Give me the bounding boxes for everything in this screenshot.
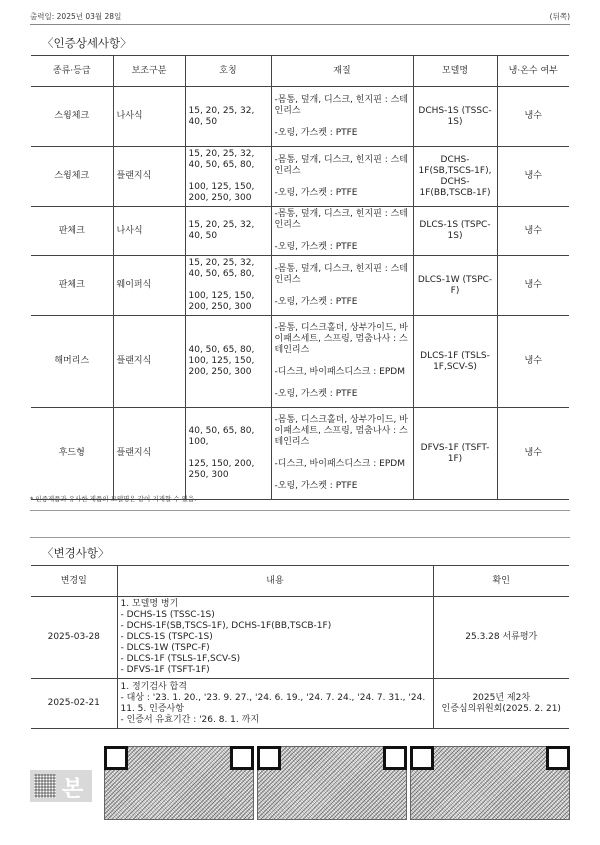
cell-sub: 나사식 <box>113 87 185 147</box>
content-line: - DLCS-1S (TSPC-1S) <box>120 632 213 642</box>
cell-material <box>271 408 413 500</box>
size-line: 15, 20, 25, 32, 40, 50, 65, 80, <box>188 149 255 170</box>
cell-type: 후드형 <box>31 408 113 500</box>
change-table <box>31 565 569 729</box>
cell-material <box>271 207 413 256</box>
cell-size: 15, 20, 25, 32, 40, 50 <box>185 87 271 147</box>
content-line: 1. 정기검사 합격 <box>120 681 187 692</box>
material-line: -디스크, 바이패스디스크 : EPDM <box>274 367 405 377</box>
cell-water: 냉수 <box>497 316 569 408</box>
cell-material <box>271 87 413 147</box>
col-header-water: 냉·온수 여부 <box>497 56 569 87</box>
table-row <box>31 679 569 729</box>
detail-table-header <box>31 56 569 87</box>
cell-water: 냉수 <box>497 147 569 207</box>
material-line: -몸통, 디스크홀더, 상부가이드, 바이패스세트, 스프링, 멈춤나사 : 스테인리스 <box>274 415 408 447</box>
cell-size: 40, 50, 65, 80, 100, 125, 150, 200, 250, 300 <box>185 316 271 408</box>
material-line: -디스크, 바이패스디스크 : EPDM <box>274 459 405 469</box>
table-row <box>31 256 569 316</box>
print-date: 출력일: 2025년 03월 28일 <box>30 12 122 21</box>
table-row <box>31 207 569 256</box>
cell-date: 2025-03-28 <box>31 597 117 679</box>
material-line: -오링, 가스켓 : PTFE <box>274 481 358 491</box>
material-line: -몸통, 덮개, 디스크, 힌지핀 : 스테인리스 <box>274 94 408 116</box>
material-line: -오링, 가스켓 : PTFE <box>274 242 358 252</box>
size-line: 15, 20, 25, 32, 40, 50, 65, 80, <box>188 258 255 279</box>
material-line: -오링, 가스켓 : PTFE <box>274 127 358 138</box>
content-line: 1. 모델명 병기 <box>120 599 179 609</box>
cell-type: 해머리스 <box>31 316 113 408</box>
content-line: - DFVS-1F (TSFT-1F) <box>120 665 210 675</box>
cell-sub: 웨이퍼식 <box>113 256 185 316</box>
table-row <box>31 597 569 679</box>
cell-material <box>271 147 413 207</box>
table-row <box>31 316 569 408</box>
seal-pattern <box>34 774 56 798</box>
size-line: 100, 125, 150, 200, 250, 300 <box>188 291 255 312</box>
qr-finder-icon <box>230 746 254 770</box>
confirm-line: 인증심의위원회(2025. 2. 21) <box>441 703 561 714</box>
cell-water: 냉수 <box>497 408 569 500</box>
cell-model: DLCS-1S (TSPC-1S) <box>413 207 497 256</box>
cell-size: 15, 20, 25, 32, 40, 50 <box>185 207 271 256</box>
page-side-label: (뒤쪽) <box>549 12 570 21</box>
material-line: -몸통, 디스크홀더, 상부가이드, 바이패스세트, 스프링, 멈춤나사 : 스테인리스 <box>274 323 408 355</box>
cell-water: 냉수 <box>497 87 569 147</box>
size-line: 125, 150, 200, 250, 300 <box>188 459 255 480</box>
col-header-size: 호칭 <box>185 56 271 87</box>
cell-sub: 플랜지식 <box>113 408 185 500</box>
col-header-confirm: 확인 <box>433 566 569 597</box>
cell-model: DCHS-1F(SB,TSCS-1F), DCHS-1F(BB,TSCB-1F) <box>413 147 497 207</box>
content-line: - DLCS-1W (TSPC-F) <box>120 643 210 653</box>
col-header-material: 재질 <box>271 56 413 87</box>
col-header-type: 종류·등급 <box>31 56 113 87</box>
qr-finder-icon <box>257 746 281 770</box>
cell-material <box>271 256 413 316</box>
size-line: 40, 50, 65, 80, 100, <box>188 426 255 447</box>
content-line: - 인증서 유효기간 : '26. 8. 1. 까지 <box>120 714 260 725</box>
col-header-content: 내용 <box>117 566 433 597</box>
section-divider <box>30 537 570 538</box>
col-header-date: 변경일 <box>31 566 117 597</box>
confirm-line: 2025년 제2차 <box>472 692 531 703</box>
note-divider <box>30 510 570 511</box>
cell-size <box>185 408 271 500</box>
cell-type: 스윙체크 <box>31 147 113 207</box>
seal-character: 본 <box>62 777 84 802</box>
col-header-model: 모델명 <box>413 56 497 87</box>
size-line: 100, 125, 150, 200, 250, 300 <box>188 182 255 203</box>
cell-model: DCHS-1S (TSSC-1S) <box>413 87 497 147</box>
cell-content <box>117 597 433 679</box>
cell-water: 냉수 <box>497 256 569 316</box>
change-table-header <box>31 566 569 597</box>
material-line: -오링, 가스켓 : PTFE <box>274 389 358 399</box>
security-code-box <box>104 746 254 820</box>
detail-section-title: 〈인증상세사항〉 <box>42 36 132 50</box>
cell-model: DFVS-1F (TSFT-1F) <box>413 408 497 500</box>
material-line: -몸통, 덮개, 디스크, 힌지핀 : 스테인리스 <box>274 154 408 176</box>
material-line: -오링, 가스켓 : PTFE <box>274 187 358 198</box>
qr-finder-icon <box>546 746 570 770</box>
content-line: - DCHS-1S (TSSC-1S) <box>120 610 215 620</box>
security-code-box <box>257 746 407 820</box>
cell-model: DLCS-1F (TSLS-1F,SCV-S) <box>413 316 497 408</box>
table-row <box>31 147 569 207</box>
cell-water: 냉수 <box>497 207 569 256</box>
footnote: * 인증제품과 유사한 제품의 모델명은 같이 기재할 수 있음. <box>30 495 197 503</box>
table-row <box>31 408 569 500</box>
cell-type: 판체크 <box>31 256 113 316</box>
cell-size <box>185 256 271 316</box>
cell-confirm <box>433 679 569 729</box>
original-seal <box>30 770 92 802</box>
change-section-title: 〈변경사항〉 <box>42 546 110 560</box>
cell-confirm: 25.3.28 서류평가 <box>433 597 569 679</box>
content-line: - DCHS-1F(SB,TSCS-1F), DCHS-1F(BB,TSCB-1F) <box>120 621 332 631</box>
cell-sub: 플랜지식 <box>113 147 185 207</box>
cell-sub: 플랜지식 <box>113 316 185 408</box>
content-line: - 대상 : '23. 1. 20., '23. 9. 27., '24. 6. 19., '24. 7. 24., '24. 7. 31., '24. 11. 5. 인증사항 <box>120 692 426 714</box>
cell-size <box>185 147 271 207</box>
cell-type: 판체크 <box>31 207 113 256</box>
material-line: -몸통, 덮개, 디스크, 힌지핀 : 스테인리스 <box>274 209 408 230</box>
material-line: -몸통, 덮개, 디스크, 힌지핀 : 스테인리스 <box>274 263 408 285</box>
security-code-box <box>410 746 570 820</box>
qr-finder-icon <box>104 746 128 770</box>
cell-model: DLCS-1W (TSPC-F) <box>413 256 497 316</box>
cell-content <box>117 679 433 729</box>
detail-table <box>31 55 569 500</box>
cell-date: 2025-02-21 <box>31 679 117 729</box>
content-line: - DLCS-1F (TSLS-1F,SCV-S) <box>120 654 241 664</box>
cell-material <box>271 316 413 408</box>
header-divider <box>30 24 570 25</box>
cell-sub: 나사식 <box>113 207 185 256</box>
cell-type: 스윙체크 <box>31 87 113 147</box>
qr-finder-icon <box>383 746 407 770</box>
qr-finder-icon <box>410 746 434 770</box>
material-line: -오링, 가스켓 : PTFE <box>274 296 358 307</box>
table-row <box>31 87 569 147</box>
col-header-sub: 보조구분 <box>113 56 185 87</box>
